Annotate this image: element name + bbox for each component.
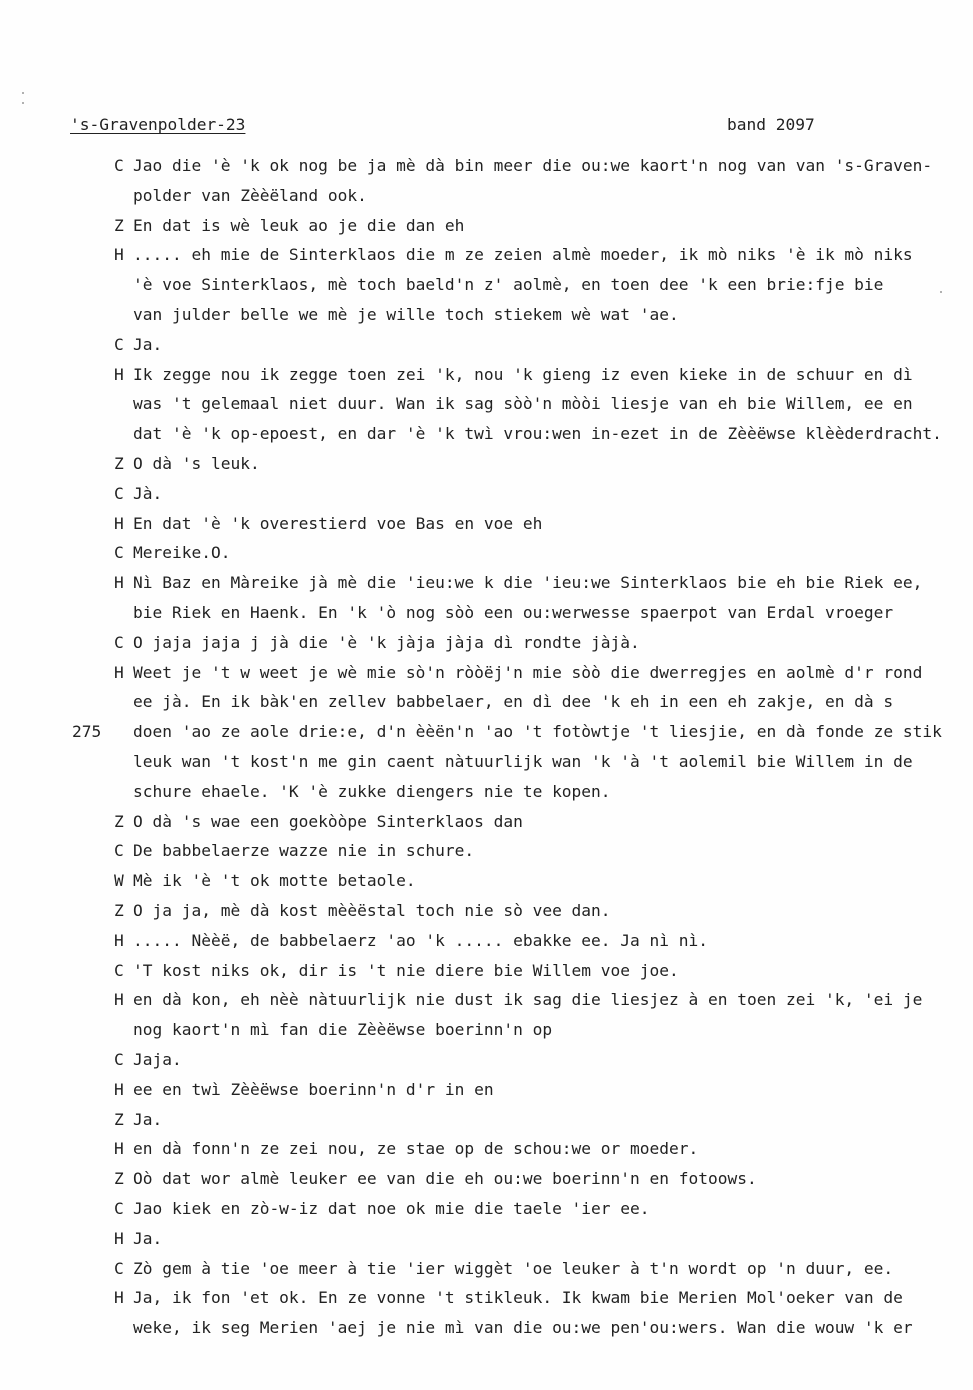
utterance-line: en dà kon, eh nèè nàtuurlijk nie dust ik sag die liesjez à en toen zei 'k, 'ei je [133, 990, 923, 1009]
speaker-label: C [114, 961, 124, 980]
utterance-continuation-line: weke, ik seg Merien 'aej je nie mì van die ou:we pen'ou:wers. Wan die wouw 'k er [133, 1318, 913, 1337]
speaker-label: H [114, 1229, 124, 1248]
utterance-continuation-line: van julder belle we mè je wille toch stiekem wè wat 'ae. [133, 305, 679, 324]
speaker-label: H [114, 1288, 124, 1307]
utterance-line: ee en twì Zèèëwse boerinn'n d'r in en [133, 1080, 494, 1099]
utterance-line: Jà. [133, 484, 163, 503]
speaker-label: H [114, 514, 124, 533]
utterance-line: en dà fonn'n ze zei nou, ze stae op de schou:we or moeder. [133, 1139, 699, 1158]
utterance-line: Ja. [133, 1110, 163, 1129]
utterance-line: 'T kost niks ok, dir is 't nie diere bie Willem voe joe. [133, 961, 679, 980]
utterance-line: Ja. [133, 335, 163, 354]
speaker-label: C [114, 841, 124, 860]
scan-speck [22, 92, 24, 94]
utterance-line: Jao kiek en zò-w-iz dat noe ok mie die taele 'ier ee. [133, 1199, 650, 1218]
margin-line-number: 275 [72, 722, 102, 741]
utterance-continuation-line: ee jà. En ik bàk'en zellev babbelaer, en dì dee 'k eh in een eh zakje, en dà s [133, 692, 894, 711]
utterance-line: Mereike.O. [133, 543, 231, 562]
speaker-label: Z [114, 1110, 124, 1129]
utterance-continuation-line: nog kaort'n mì fan die Zèèëwse boerinn'n op [133, 1020, 553, 1039]
speaker-label: H [114, 245, 124, 264]
utterance-line: O ja ja, mè dà kost mèèëstal toch nie sò vee dan. [133, 901, 611, 920]
document-title: 's-Gravenpolder-23 [70, 115, 246, 134]
speaker-label: H [114, 1139, 124, 1158]
speaker-label: Z [114, 1169, 124, 1188]
speaker-label: W [114, 871, 124, 890]
speaker-label: C [114, 633, 124, 652]
utterance-line: Jao die 'è 'k ok nog be ja mè dà bin meer die ou:we kaort'n nog van van 's-Graven- [133, 156, 933, 175]
utterance-line: Jaja. [133, 1050, 182, 1069]
utterance-line: Oò dat wor almè leuker ee van die eh ou:we boerinn'n en fotoows. [133, 1169, 757, 1188]
utterance-line: Ja, ik fon 'et ok. En ze vonne 't stikleuk. Ik kwam bie Merien Mol'oeker van de [133, 1288, 903, 1307]
utterance-line: O dà 's wae een goekòòpe Sinterklaos dan [133, 812, 523, 831]
speaker-label: H [114, 365, 124, 384]
speaker-label: C [114, 156, 124, 175]
speaker-label: H [114, 931, 124, 950]
utterance-line: En dat is wè leuk ao je die dan eh [133, 216, 465, 235]
utterance-line: ..... Nèèë, de babbelaerz 'ao 'k ..... ebakke ee. Ja nì nì. [133, 931, 708, 950]
speaker-label: H [114, 990, 124, 1009]
band-number: band 2097 [727, 115, 815, 134]
scan-speck [22, 102, 24, 104]
speaker-label: C [114, 543, 124, 562]
speaker-label: Z [114, 216, 124, 235]
utterance-line: Weet je 't w weet je wè mie sò'n ròòëj'n mie sòò die dwerregjes en aolmè d'r rond [133, 663, 923, 682]
speaker-label: C [114, 1199, 124, 1218]
utterance-line: Nì Baz en Màreike jà mè die 'ieu:we k die 'ieu:we Sinterklaos bie eh bie Riek ee, [133, 573, 923, 592]
speaker-label: Z [114, 901, 124, 920]
utterance-line: De babbelaerze wazze nie in schure. [133, 841, 475, 860]
utterance-line: Ik zegge nou ik zegge toen zei 'k, nou 'k gieng iz even kieke in de schuur en dì [133, 365, 913, 384]
speaker-label: Z [114, 454, 124, 473]
utterance-continuation-line: bie Riek en Haenk. En 'k 'ò nog sòò een ou:werwesse spaerpot van Erdal vroeger [133, 603, 894, 622]
utterance-line: Zò gem à tie 'oe meer à tie 'ier wiggèt 'oe leuker à t'n wordt op 'n duur, ee. [133, 1259, 894, 1278]
speaker-label: C [114, 1259, 124, 1278]
utterance-line: ..... eh mie de Sinterklaos die m ze zeien almè moeder, ik mò niks 'è ik mò niks [133, 245, 913, 264]
utterance-continuation-line: was 't gelemaal niet duur. Wan ik sag sòò'n mòòi liesje van eh bie Willem, ee en [133, 394, 913, 413]
utterance-line: Mè ik 'è 't ok motte betaole. [133, 871, 416, 890]
utterance-continuation-line: polder van Zèèëland ook. [133, 186, 367, 205]
utterance-continuation-line: dat 'è 'k op-epoest, en dar 'è 'k twì vrou:wen in-ezet in de Zèèëwse klèèderdracht. [133, 424, 942, 443]
speaker-label: C [114, 484, 124, 503]
scan-speck [940, 291, 942, 293]
speaker-label: H [114, 663, 124, 682]
speaker-label: C [114, 1050, 124, 1069]
utterance-continuation-line: doen 'ao ze aole drie:e, d'n èèën'n 'ao 't fotòwtje 't liesjie, en dà fonde ze stik [133, 722, 942, 741]
utterance-continuation-line: leuk wan 't kost'n me gin caent nàtuurlijk wan 'k 'à 't aolemil bie Willem in de [133, 752, 913, 771]
utterance-line: O dà 's leuk. [133, 454, 260, 473]
speaker-label: C [114, 335, 124, 354]
speaker-label: Z [114, 812, 124, 831]
utterance-line: En dat 'è 'k overestierd voe Bas en voe eh [133, 514, 543, 533]
utterance-line: Ja. [133, 1229, 163, 1248]
utterance-line: O jaja jaja j jà die 'è 'k jàja jàja dì rondte jàjà. [133, 633, 640, 652]
speaker-label: H [114, 573, 124, 592]
utterance-continuation-line: schure ehaele. 'K 'è zukke diengers nie te kopen. [133, 782, 611, 801]
utterance-continuation-line: 'è voe Sinterklaos, mè toch baeld'n z' aolmè, en toen dee 'k een brie:fje bie [133, 275, 884, 294]
speaker-label: H [114, 1080, 124, 1099]
